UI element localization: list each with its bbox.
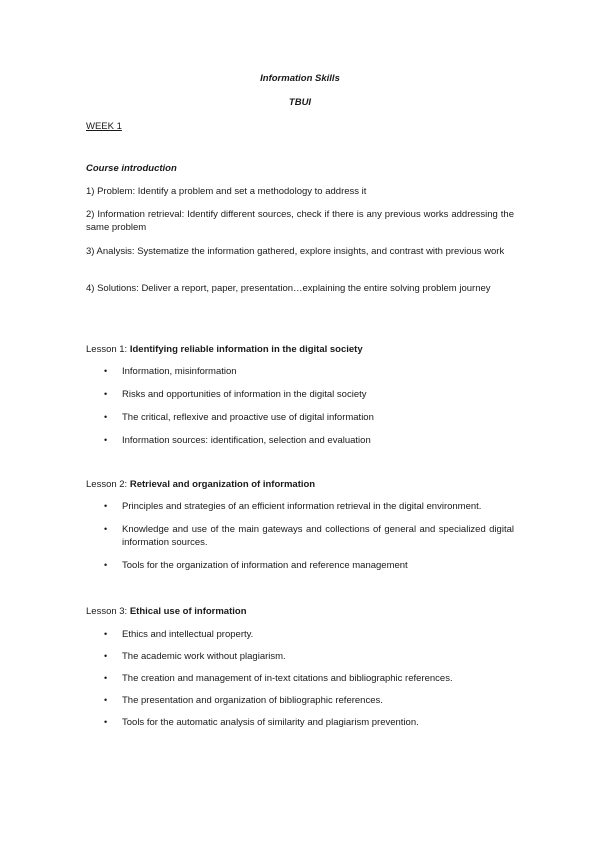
bullet-icon: • (104, 501, 108, 511)
lesson-title: Identifying reliable information in the digital society (129, 344, 363, 355)
list-item: • Tools for the organization of information and reference management (104, 560, 408, 571)
bullet-icon: • (104, 717, 108, 727)
list-item: • Information sources: identification, selection and evaluation (104, 435, 371, 446)
list-item: • The critical, reflexive and proactive use of digital information (104, 412, 374, 423)
document-subtitle: TBUI (288, 97, 312, 108)
lesson-prefix: Lesson 1: (86, 344, 130, 355)
week-heading: WEEK 1 (86, 121, 122, 132)
bullet-icon: • (104, 695, 108, 705)
lesson-3-list (104, 628, 514, 729)
lesson-title: Ethical use of information (129, 606, 247, 617)
list-item: • The creation and management of in-text citations and bibliographic references. (104, 673, 453, 684)
lesson-title: Retrieval and organization of information (129, 479, 316, 490)
list-item: • Tools for the automatic analysis of similarity and plagiarism prevention. (104, 717, 419, 728)
bullet-icon: • (104, 524, 108, 534)
bullet-icon: • (104, 389, 108, 399)
bullet-icon: • (104, 629, 108, 639)
bullet-icon: • (104, 412, 108, 422)
list-item: • The academic work without plagiarism. (104, 651, 286, 662)
intro-item: 2) Information retrieval: Identify different sources, check if there is any previous works addressing the same problem (86, 209, 514, 233)
intro-item: 1) Problem: Identify a problem and set a methodology to address it (86, 186, 367, 197)
list-item: • Ethics and intellectual property. (104, 629, 254, 640)
intro-item: 4) Solutions: Deliver a report, paper, presentation…explaining the entire solving problem journey (86, 283, 491, 294)
bullet-icon: • (104, 435, 108, 445)
bullet-icon: • (104, 651, 108, 661)
intro-item: 3) Analysis: Systematize the information gathered, explore insights, and contrast with previous work (86, 246, 505, 257)
document-title: Information Skills (260, 73, 340, 84)
list-item: • Knowledge and use of the main gateways and collections of general and specialized digital information sources. (104, 524, 514, 548)
bullet-icon: • (104, 673, 108, 683)
list-item: • Risks and opportunities of information in the digital society (104, 389, 367, 400)
bullet-icon: • (104, 560, 108, 570)
lesson-prefix: Lesson 3: (86, 606, 130, 617)
lesson-prefix: Lesson 2: (86, 479, 130, 490)
lesson-1-heading (86, 343, 363, 356)
list-item: • Principles and strategies of an efficient information retrieval in the digital environment. (104, 501, 482, 512)
list-item: • The presentation and organization of bibliographic references. (104, 695, 383, 706)
lesson-3-heading (86, 605, 247, 618)
bullet-icon: • (104, 366, 108, 376)
lesson-2-list (104, 500, 514, 572)
list-item: • Information, misinformation (104, 366, 237, 377)
lesson-2-heading (86, 478, 315, 491)
course-intro-heading: Course introduction (86, 163, 177, 174)
lesson-1-list (104, 365, 514, 447)
